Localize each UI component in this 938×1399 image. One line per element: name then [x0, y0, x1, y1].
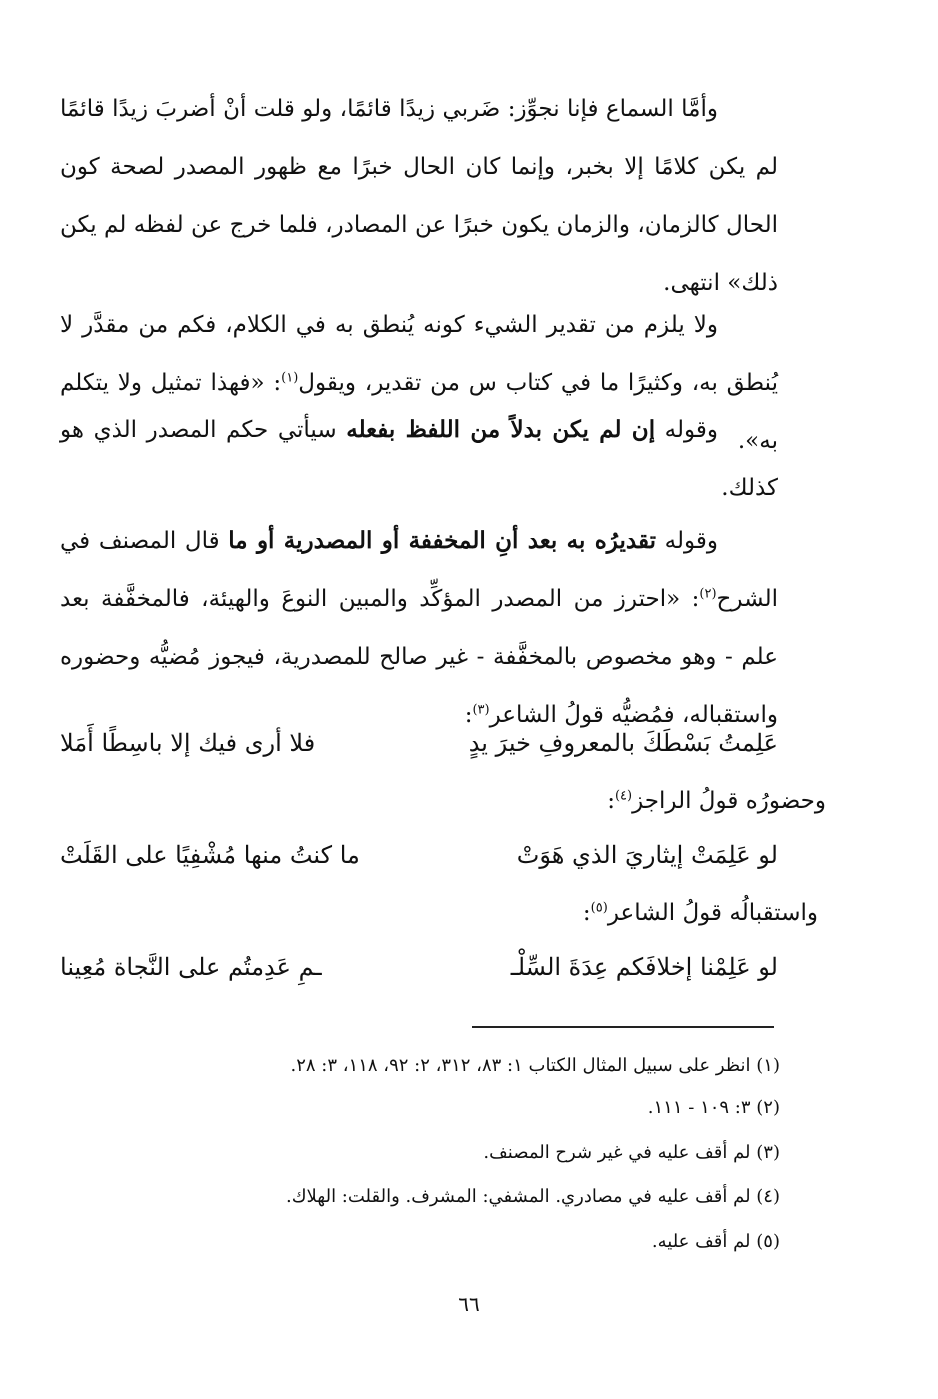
paragraph-3-bold-phrase: إن لم يكن بدلاً من اللفظ بفعله [346, 416, 656, 443]
footnote-separator [472, 1026, 774, 1028]
verse-1-second-hemistich: فلا أرى فيك إلا باسِطًا أَمَلا [60, 729, 316, 757]
paragraph-4-bold-phrase: تقديرُه به بعد أنِ المخففة أو المصدرية أو ما [228, 527, 656, 554]
footnote-2: (٢) ٣: ١٠٩ - ١١١. [647, 1097, 780, 1118]
verse-2-first-hemistich: لو عَلِمَتْ إيثاريَ الذي هَوَتْ [516, 841, 778, 869]
verse-2-intro [607, 772, 878, 830]
footnote-3: (٣) لم أقف عليه في غير شرح المصنف. [483, 1142, 780, 1163]
verse-3-first-hemistich: لو عَلِمْنا إخلافَكم عِدَةَ السِّلْـ [510, 953, 778, 981]
paragraph-2-quote: : «فهذا تمثيل ولا يتكلم به». [60, 370, 778, 454]
paragraph-4-quote: : «احترز من المصدر المؤكِّد والمبين النوعَ والهيئة، فالمخفَّفة بعد علم - وهو مخصوص بالمخفَّفة - غير صالح للمصدرية، فيجوز مُضيُّه وحضوره واستقباله، فمُضيُّه قولُ الشاعر [60, 586, 778, 728]
paragraph-3 [60, 401, 778, 517]
verse-3 [60, 938, 778, 996]
page-number: ٦٦ [458, 1292, 480, 1316]
paragraph-1-text: وأمَّا السماع فإنا نجوِّز: ضَربي زيدًا قائمًا، ولو قلت أنْ أضربَ زيدًا قائمًا لم يكن كلامًا إلا بخبر، وإنما كان الحال خبرًا مع ظهور المصدر لصحة كون الحال كالزمان، والزمان يكون خبرًا عن المصادر، فلما خرج عن لفظه لم يكن ذلك» انتهى. [60, 96, 778, 296]
footnote-4: (٤) لم أقف عليه في مصادري. المشفي: المشرف. والقلت: الهلاك. [285, 1186, 780, 1207]
verse-2-second-hemistich: ما كنتُ منها مُشْفِيًا على القَلَتْ [60, 841, 360, 869]
footnote-ref-5[interactable]: (٥) [590, 900, 608, 916]
verse-3-second-hemistich: ـمِ عَدِمتُم على النَّجاة مُعِينا [60, 953, 322, 981]
paragraph-1 [60, 80, 778, 312]
footnote-ref-2[interactable]: (٢) [699, 586, 717, 602]
verse-1-first-hemistich: عَلِمتُ بَسْطَكَ بالمعروفِ خيرَ يدٍ [468, 729, 778, 757]
paragraph-4 [60, 512, 778, 744]
paragraph-3-text: سيأتي حكم المصدر الذي هو كذلك. [60, 417, 778, 501]
paragraph-4-colon: : [464, 702, 473, 728]
paragraph-4-lead: وقوله [656, 528, 718, 554]
paragraph-2-text: ولا يلزم من تقدير الشيء كونه يُنطق به في الكلام، فكم من مقدَّر لا يُنطق به، وكثيرًا ما في كتاب س من تقدير، ويقول [60, 312, 779, 396]
verse-3-intro-text: واستقبالُه قولُ الشاعر [607, 900, 818, 926]
verse-2-intro-text: وحضورُه قولُ الراجز [632, 788, 826, 814]
footnote-ref-1[interactable]: (١) [281, 370, 299, 386]
verse-1 [60, 714, 778, 772]
paragraph-3-lead: وقوله [655, 417, 718, 443]
footnote-ref-4[interactable]: (٤) [614, 788, 633, 804]
verse-2-intro-colon: : [607, 788, 615, 814]
footnote-5: (٥) لم أقف عليه. [651, 1231, 780, 1252]
footnote-1: (١) انظر على سبيل المثال الكتاب ١: ٨٣، ٣١٢، ٢: ٩٢، ١١٨، ٣: ٢٨. [290, 1055, 780, 1076]
verse-3-intro-colon: : [582, 900, 591, 926]
footnote-ref-3[interactable]: (٣) [472, 702, 490, 718]
verse-3-intro [583, 884, 878, 942]
paragraph-4-text: قال المصنف في الشرح [60, 528, 778, 612]
verse-2 [60, 826, 778, 884]
